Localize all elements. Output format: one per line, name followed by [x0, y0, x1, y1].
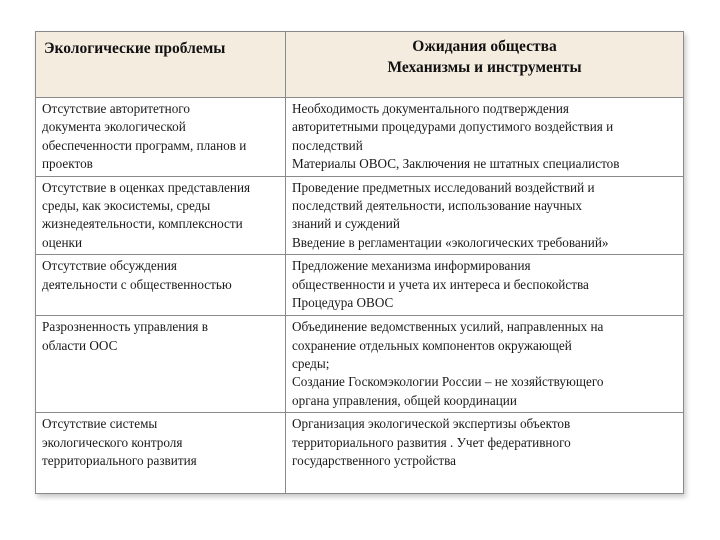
expectation-line: Организация экологической экспертизы объектов — [292, 416, 571, 432]
mechanism-line: Процедура ОВОС — [292, 295, 394, 311]
problem-line: обеспеченности программ, планов и — [42, 137, 247, 153]
expectation-line: Проведение предметных исследований воздействий и — [292, 179, 595, 195]
header-mechanisms-text: Механизмы и инструменты — [387, 59, 582, 76]
problem-line: Отсутствие обсуждения — [42, 258, 177, 274]
expectation-line: Объединение ведомственных усилий, направленных на — [292, 319, 604, 335]
solution-cell — [286, 255, 684, 316]
mechanism-line: Создание Госкомэкологии России – не хозяйствующего — [292, 374, 604, 390]
problem-line: жизнедеятельности, комплексности — [42, 216, 243, 232]
expectation-line: знаний и суждений — [292, 216, 400, 232]
table-row — [36, 255, 684, 316]
problem-line: деятельности с общественностью — [42, 276, 232, 292]
table-row — [36, 98, 684, 177]
problem-line: оценки — [42, 234, 83, 250]
expectation-line: общественности и учета их интереса и беспокойства — [292, 276, 589, 292]
problem-cell — [36, 316, 286, 413]
problem-line: области ООС — [42, 337, 118, 353]
solution-cell — [286, 176, 684, 255]
expectation-line: последствий деятельности, использование научных — [292, 198, 583, 214]
problem-cell — [36, 255, 286, 316]
problem-cell — [36, 176, 286, 255]
expectation-line: последствий — [292, 137, 363, 153]
problem-line: документа экологической — [42, 119, 186, 135]
ecology-table — [35, 31, 684, 494]
solution-cell — [286, 316, 684, 413]
problem-line: Отсутствие авторитетного — [42, 101, 190, 116]
table-header-row — [36, 32, 684, 98]
header-expectations-text: Ожидания общества — [412, 38, 557, 55]
mechanism-line: органа управления, общей координации — [292, 392, 517, 408]
problem-line: среды, как экосистемы, среды — [42, 198, 211, 214]
problem-cell — [36, 98, 286, 177]
expectation-line: государственного устройства — [292, 453, 457, 469]
table-row — [36, 316, 684, 413]
problem-line: Отсутствие системы — [42, 416, 158, 432]
mechanism-line: Материалы ОВОС, Заключения не штатных специалистов — [292, 156, 620, 172]
expectation-line: Предложение механизма информирования — [292, 258, 531, 274]
table-row — [36, 176, 684, 255]
header-expectations-mechanisms — [286, 32, 684, 98]
solution-cell — [286, 98, 684, 177]
header-problems — [36, 32, 286, 98]
expectation-line: сохранение отдельных компонентов окружающей — [292, 337, 572, 353]
problem-line: экологического контроля — [42, 434, 183, 450]
expectation-line: авторитетными процедурами допустимого воздействия и — [292, 119, 614, 135]
problem-cell — [36, 413, 286, 494]
expectation-line: среды; — [292, 356, 330, 372]
solution-cell — [286, 413, 684, 494]
expectation-line: Необходимость документального подтверждения — [292, 101, 569, 116]
problem-line: Разрозненность управления в — [42, 319, 208, 335]
mechanism-line: Введение в регламентации «экологических требований» — [292, 234, 609, 250]
header-problems-text: Экологические проблемы — [44, 40, 226, 57]
problem-line: территориального развития — [42, 453, 197, 469]
expectation-line: территориального развития . Учет федеративного — [292, 434, 571, 450]
problem-line: проектов — [42, 156, 93, 172]
problem-line: Отсутствие в оценках представления — [42, 179, 251, 195]
table-row — [36, 413, 684, 494]
